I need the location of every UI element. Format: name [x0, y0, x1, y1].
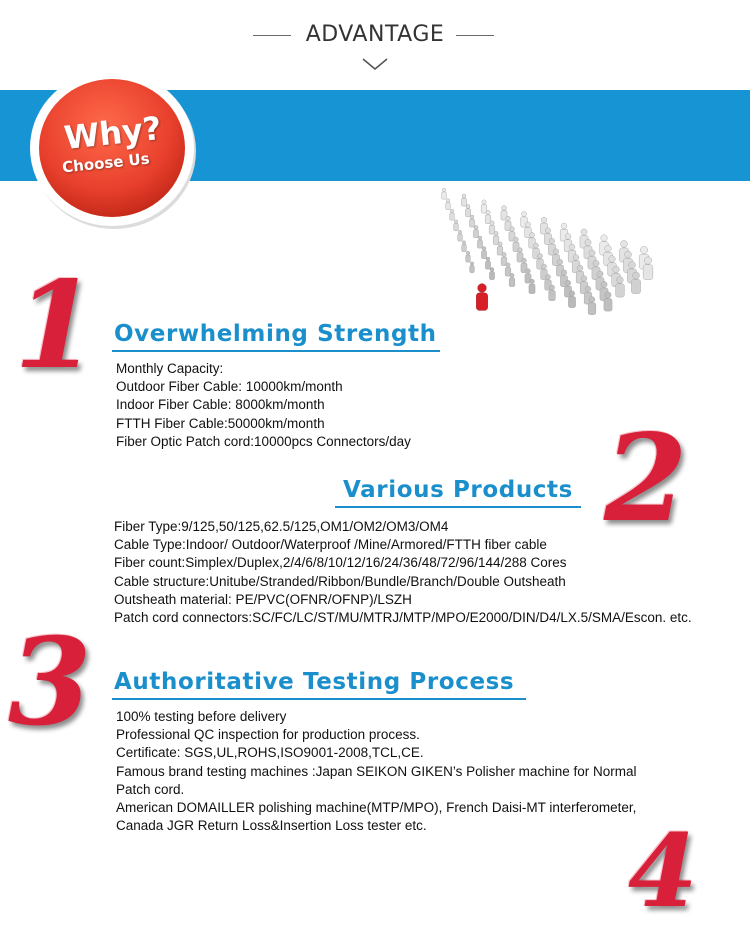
list-item: Indoor Fiber Cable: 8000km/month — [116, 397, 325, 413]
list-item: Canada JGR Return Loss&Insertion Loss tester etc. — [116, 818, 427, 834]
person-figure — [446, 199, 451, 210]
section-title-testing-process: Authoritative Testing Process — [114, 669, 515, 695]
person-figure — [588, 297, 596, 315]
person-figure — [509, 273, 515, 286]
section-number-3: 3 — [8, 612, 92, 753]
list-item: Outsheath material: PE/PVC(OFNR/OFNP)/LSZH — [114, 591, 412, 607]
person-figure — [461, 194, 466, 206]
person-figure — [485, 257, 490, 269]
person-figure — [481, 200, 487, 213]
person-figure — [505, 263, 511, 276]
crowd-leader-illustration — [436, 180, 686, 350]
list-item: Fiber count:Simplex/Duplex,2/4/6/8/10/12/16/24/36/48/72/96/144/288 Cores — [114, 555, 567, 571]
section-underline — [112, 350, 440, 352]
person-figure — [454, 220, 459, 231]
person-figure — [643, 257, 653, 280]
person-figure — [450, 209, 455, 220]
list-item: Certificate: SGS,UL,ROHS,ISO9001-2008,TCL,CE. — [116, 745, 424, 761]
list-item: Famous brand testing machines :Japan SEIKON GIKEN’s Polisher machine for Normal — [116, 763, 637, 779]
list-item: Outdoor Fiber Cable: 10000km/month — [116, 379, 343, 395]
person-figure — [501, 252, 507, 265]
chevron-down-icon — [362, 56, 388, 72]
person-figure — [631, 272, 640, 294]
section-underline — [112, 698, 526, 700]
list-item: American DOMAILLER polishing machine(MTP/MPO), French Daisi-MT interferometer, — [116, 800, 637, 816]
why-label: Why? — [62, 109, 164, 157]
person-figure — [549, 285, 556, 301]
person-figure — [466, 251, 471, 262]
person-figure — [469, 215, 474, 227]
person-figure — [473, 226, 478, 238]
section-number-4: 4 — [628, 812, 698, 930]
person-figure — [616, 277, 625, 297]
person-figure — [493, 231, 499, 244]
person-figure — [462, 241, 467, 252]
person-figure — [529, 279, 535, 293]
list-item: Patch cord. — [116, 781, 185, 797]
section-list-testing — [116, 708, 636, 835]
list-item: Cable Type:Indoor/ Outdoor/Waterproof /Mine/Armored/FTTH fiber cable — [114, 537, 547, 553]
person-figure — [604, 292, 612, 311]
person-figure — [470, 262, 475, 273]
person-figure — [477, 236, 482, 248]
section-title-various-products: Various Products — [343, 477, 573, 503]
list-item: FTTH Fiber Cable:50000km/month — [116, 415, 325, 431]
section-number-1: 1 — [14, 255, 98, 396]
person-figure — [489, 221, 495, 234]
person-figure — [489, 268, 494, 280]
section-list-products — [114, 518, 692, 627]
list-item: Patch cord connectors:SC/FC/LC/ST/MU/MTRJ/MTP/MPO/E2000/DIN/D4/LX.5/SMA/Escon. etc. — [114, 610, 692, 626]
choose-us-label: Choose Us — [61, 149, 151, 177]
list-item: Fiber Optic Patch cord:10000pcs Connectors/day — [116, 433, 411, 449]
person-figure — [481, 247, 486, 259]
person-figure — [476, 284, 487, 311]
list-item: Professional QC inspection for production process. — [116, 727, 420, 743]
header-divider-right — [456, 35, 494, 36]
person-figure — [485, 210, 491, 223]
list-item: 100% testing before delivery — [116, 709, 287, 724]
section-list-strength — [116, 360, 411, 451]
section-title-overwhelming-strength: Overwhelming Strength — [114, 321, 437, 347]
list-item: Fiber Type:9/125,50/125,62.5/125,OM1/OM2/OM3/OM4 — [114, 519, 449, 534]
section-underline — [335, 506, 581, 508]
person-figure — [458, 230, 463, 241]
person-figure — [568, 291, 575, 308]
person-figure — [497, 242, 503, 255]
page-title: ADVANTAGE — [305, 22, 445, 47]
person-figure — [465, 205, 470, 217]
list-item: Cable structure:Unitube/Stranded/Ribbon/Bundle/Branch/Double Outsheath — [114, 573, 566, 589]
section-number-2: 2 — [604, 408, 688, 549]
list-item: Monthly Capacity: — [116, 361, 224, 376]
person-figure — [442, 188, 447, 199]
